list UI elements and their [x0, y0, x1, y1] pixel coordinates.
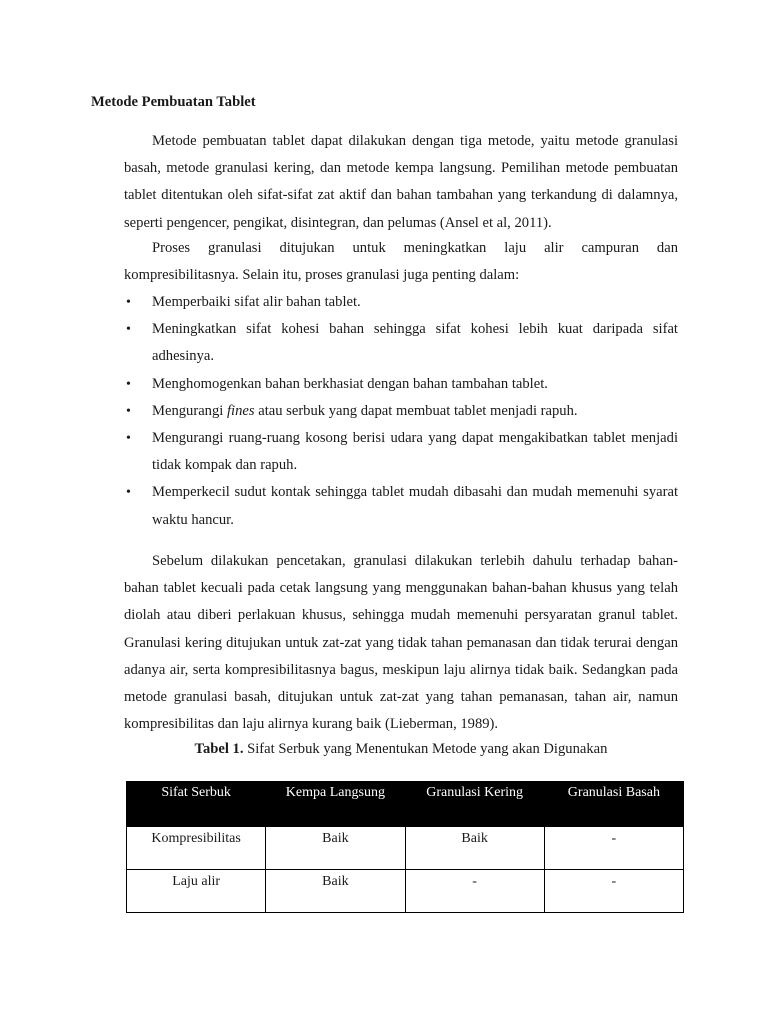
table-cell: Baik: [266, 870, 405, 913]
column-header: Granulasi Kering: [405, 782, 544, 827]
bullet-icon: •: [126, 485, 131, 501]
paragraph-granulation-purpose: [124, 235, 678, 289]
table-caption-label: Tabel 1.: [194, 741, 244, 757]
bullet-icon: •: [126, 295, 131, 310]
table-caption-text: Sifat Serbuk yang Menentukan Metode yang akan Digunakan: [243, 741, 608, 757]
paragraph-granulation-text: Proses granulasi ditujukan untuk meningkatkan laju alir campuran dan kompresibilitasnya. Selain itu, proses granulasi juga penting dalam:: [124, 240, 678, 284]
table-row: [127, 870, 684, 913]
table-row: [127, 827, 684, 870]
column-header: Kempa Langsung: [266, 782, 405, 827]
table-cell: Kompresibilitas: [127, 827, 266, 870]
table-cell: Laju alir: [127, 870, 266, 913]
bullet-icon: •: [126, 431, 131, 447]
paragraph-granulation-details: [124, 548, 678, 738]
list-item: [124, 479, 678, 533]
table-header-row: [127, 782, 684, 827]
list-item-text-before: Mengurangi: [152, 402, 227, 419]
list-item-text: Memperkecil sudut kontak sehingga tablet mudah dibasahi dan mudah memenuhi syarat waktu hancur.: [152, 484, 678, 528]
column-header: Sifat Serbuk: [127, 782, 266, 827]
section-heading: Metode Pembuatan Tablet: [91, 94, 256, 110]
bullet-icon: •: [126, 376, 131, 392]
powder-properties-table: [126, 781, 684, 913]
list-item-text: Meningkatkan sifat kohesi bahan sehingga sifat kohesi lebih kuat daripada sifat adhesinya.: [152, 321, 678, 365]
granulation-benefits-list: [124, 289, 678, 534]
list-item: [124, 289, 678, 316]
list-item: [124, 398, 678, 425]
column-header: Granulasi Basah: [544, 782, 683, 827]
list-item-text: Mengurangi ruang-ruang kosong berisi udara yang dapat mengakibatkan tablet menjadi tidak kompak dan rapuh.: [152, 430, 678, 474]
paragraph-methods: [124, 128, 678, 237]
paragraph-methods-text: Metode pembuatan tablet dapat dilakukan dengan tiga metode, yaitu metode granulasi basah, metode granulasi kering, dan metode kempa langsung. Pemilihan metode pembuatan tablet ditentukan oleh sifat-sifat zat aktif dan bahan tambahan yang terkandung di dalamnya, seperti pengencer, pengikat, disintegran, dan pelumas (Ansel et al, 2011).: [124, 133, 678, 231]
list-item-italic-term: fines: [226, 402, 255, 419]
list-item: [124, 371, 678, 398]
table-cell: Baik: [266, 827, 405, 870]
table-cell: -: [405, 870, 544, 913]
bullet-icon: •: [126, 322, 131, 338]
bullet-icon: •: [126, 403, 131, 419]
table-caption: [124, 738, 678, 760]
list-item: [124, 316, 678, 370]
list-item-text: Menghomogenkan bahan berkhasiat dengan bahan tambahan tablet.: [152, 375, 548, 392]
table-cell: -: [544, 870, 683, 913]
table-cell: Baik: [405, 827, 544, 870]
list-item-text-after: atau serbuk yang dapat membuat tablet menjadi rapuh.: [254, 402, 578, 419]
paragraph-granulation-details-text: Sebelum dilakukan pencetakan, granulasi dilakukan terlebih dahulu terhadap bahan-bahan tablet kecuali pada cetak langsung yang menggunakan bahan-bahan khusus yang telah diolah atau diberi perlakuan khusus, sehingga mudah memenuhi persyaratan granul tablet. Granulasi kering ditujukan untuk zat-zat yang tidak tahan pemanasan dan tidak terurai dengan adanya air, serta kompresibilitasnya bagus, meskipun laju alirnya tidak baik. Sedangkan pada metode granulasi basah, ditujukan untuk zat-zat yang tahan pemanasan, tahan air, namun kompresibilitas dan laju alirnya kurang baik (Lieberman, 1989).: [124, 553, 678, 733]
table-cell: -: [544, 827, 683, 870]
list-item: [124, 425, 678, 479]
list-item-text: Memperbaiki sifat alir bahan tablet.: [152, 294, 361, 310]
